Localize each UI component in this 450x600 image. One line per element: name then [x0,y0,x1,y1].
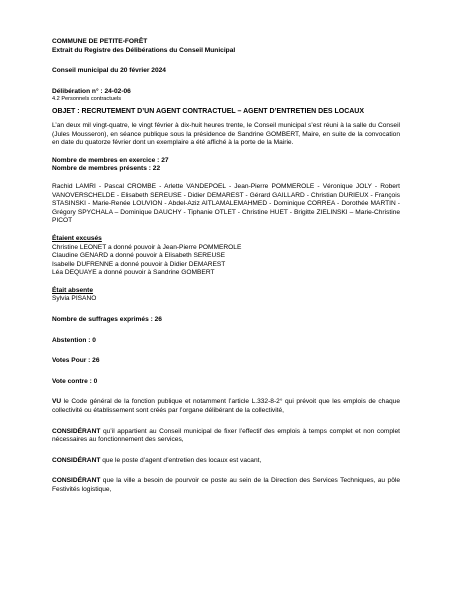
votes-for: Votes Pour : 26 [52,357,100,365]
legal-basis-lead: VU [52,398,62,406]
members-in-office: Nombre de membres en exercice : 27 [52,156,169,164]
excused-item: Christine LEONET a donné pouvoir à Jean-Pierre POMMEROLE [52,243,242,251]
considerant-paragraph [52,457,400,466]
considerant-paragraph [52,477,400,494]
considerant-paragraph [52,428,400,445]
excused-item: Claudine GENARD a donné pouvoir à Elisabeth SEREUSE [52,252,225,260]
considerant-text: qu’il appartient au Conseil municipal de fixer l’effectif des emplois à temps complet et non complet nécessaires au fonctionnement des services, [52,427,400,444]
excused-heading: Étaient excusés [52,234,102,242]
present-members-list: Rachid LAMRI - Pascal CROMBE - Arlette VANDEPOEL - Jean-Pierre POMMEROLE - Véronique JOLY - Robert VANOVERSCHELDE - Elisabeth SEREUSE - Didier DEMAREST - Gérard GAILLARD - Christian DURIEUX - François STASINSKI - Marie-Renée LOUVION - Abdel-Aziz AITLAMALEMAHMED - Dominique CORREA - Dorothée MARTIN - Grégory SPYCHALA – Dominique DAUCHY - Tiphanie OTLET - Christine HUET - Brigitte ZIELINSKI – Marie-Christine PICOT [52,182,400,225]
absent-heading: Était absente [52,286,94,294]
members-present: Nombre de membres présents : 22 [52,165,161,173]
votes-against: Vote contre : 0 [52,377,98,385]
considerant-lead: CONSIDÉRANT [52,456,101,464]
intro-paragraph: L’an deux mil vingt-quatre, le vingt février à dix-huit heures trente, le Conseil municipal s’est réuni à la salle du Conseil (Jules Mousseron), en séance publique sous la présidence de Sandrine GOMBERT, Maire, en suite de la convocation en date du quatorze février dont un exemplaire a été affiché à la porte de la Mairie. [52,121,400,147]
legal-basis-text: le Code général de la fonction publique et notamment l’article L.332-8-2° qui prévoit que les emplois de chaque collectivité ou établissement sont créés par l’organe délibérant de la collectivité, [52,398,400,415]
deliberation-category: 4.2 Personnels contractuels [52,96,122,103]
considerant-lead: CONSIDÉRANT [52,477,101,485]
registry-extract-title: Extrait du Registre des Délibérations du Conseil Municipal [52,46,236,54]
deliberation-object: OBJET : RECRUTEMENT D’UN AGENT CONTRACTUEL – AGENT D’ENTRETIEN DES LOCAUX [52,108,365,116]
legal-basis-paragraph [52,398,400,415]
meeting-date: Conseil municipal du 20 février 2024 [52,67,166,75]
votes-expressed: Nombre de suffrages exprimés : 26 [52,316,162,324]
considerant-lead: CONSIDÉRANT [52,427,101,435]
deliberation-number: Délibération n° : 24-02-06 [52,87,131,95]
excused-item: Isabelle DUFRENNE a donné pouvoir à Didier DEMAREST [52,260,226,268]
considerant-text: que la ville a besoin de pourvoir ce poste au sein de la Direction des Services Techniques, au pôle Festivités logistique, [52,477,400,493]
commune-name: COMMUNE DE PETITE-FORÊT [52,38,148,45]
excused-item: Léa DEQUAYE a donné pouvoir à Sandrine GOMBERT [52,269,215,277]
votes-abstention: Abstention : 0 [52,336,96,344]
considerant-text: que le poste d’agent d’entretien des locaux est vacant, [100,456,262,464]
absent-name: Sylvia PISANO [52,295,97,303]
